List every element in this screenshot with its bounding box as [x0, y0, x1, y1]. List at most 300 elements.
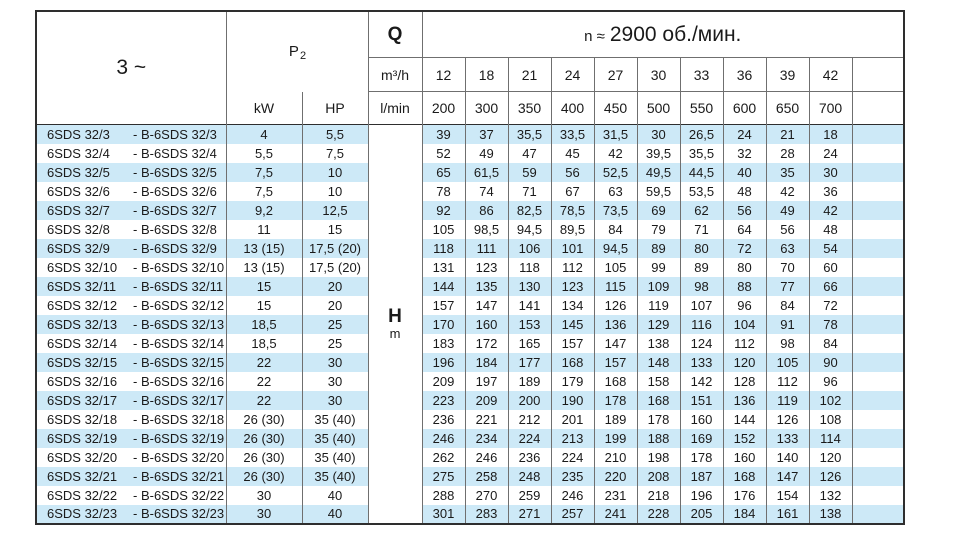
- head-value-cell: 176: [723, 486, 766, 505]
- power-kw-cell: 26 (30): [226, 410, 302, 429]
- power-kw-cell: 13 (15): [226, 258, 302, 277]
- head-value-cell: 78: [809, 315, 852, 334]
- head-value-cell: 275: [422, 467, 465, 486]
- power-kw-cell: 18,5: [226, 334, 302, 353]
- head-value-cell: 18: [809, 125, 852, 144]
- table-row: [36, 182, 904, 201]
- model-name-secondary: - B-6SDS 32/9: [133, 240, 217, 256]
- power-kw-cell: 26 (30): [226, 467, 302, 486]
- head-value-cell: 177: [508, 353, 551, 372]
- flow-m3h-cell: 21: [508, 58, 551, 92]
- head-unit-cell: [368, 125, 422, 524]
- table-row: [36, 486, 904, 505]
- head-value-cell: 140: [766, 448, 809, 467]
- model-cell: [36, 391, 226, 410]
- head-value-cell: 96: [809, 372, 852, 391]
- head-value-cell: 78: [422, 182, 465, 201]
- power-hp-cell: 12,5: [302, 201, 368, 220]
- flow-m3h-cell: 27: [594, 58, 637, 92]
- table-row: [36, 125, 904, 144]
- power-kw-cell: 26 (30): [226, 448, 302, 467]
- model-cell: [36, 277, 226, 296]
- head-value-cell: 56: [766, 220, 809, 239]
- head-value-cell: [852, 315, 904, 334]
- model-name-primary: 6SDS 32/7: [47, 202, 110, 218]
- table-row: [36, 372, 904, 391]
- head-value-cell: 161: [766, 505, 809, 524]
- head-value-cell: [852, 182, 904, 201]
- head-value-cell: 115: [594, 277, 637, 296]
- head-value-cell: 36: [809, 182, 852, 201]
- head-value-cell: 184: [723, 505, 766, 524]
- model-name-secondary: - B-6SDS 32/19: [133, 430, 225, 446]
- head-value-cell: 108: [809, 410, 852, 429]
- head-value-cell: 80: [723, 258, 766, 277]
- model-cell: [36, 372, 226, 391]
- model-name-secondary: - B-6SDS 32/6: [133, 183, 217, 199]
- model-name-secondary: - B-6SDS 32/10: [133, 259, 225, 275]
- head-value-cell: 196: [422, 353, 465, 372]
- head-value-cell: 54: [809, 239, 852, 258]
- head-value-cell: 197: [465, 372, 508, 391]
- head-value-cell: 90: [809, 353, 852, 372]
- head-value-cell: 82,5: [508, 201, 551, 220]
- head-value-cell: 42: [766, 182, 809, 201]
- power-hp-cell: 17,5 (20): [302, 239, 368, 258]
- power-hp-cell: 35 (40): [302, 448, 368, 467]
- head-value-cell: 178: [637, 410, 680, 429]
- head-value-cell: 213: [551, 429, 594, 448]
- head-value-cell: 189: [508, 372, 551, 391]
- head-value-cell: 80: [680, 239, 723, 258]
- power-hp-cell: 10: [302, 163, 368, 182]
- model-name-primary: 6SDS 32/5: [47, 164, 110, 180]
- head-value-cell: 138: [637, 334, 680, 353]
- flow-lmin-cell: 200: [422, 92, 465, 125]
- head-value-cell: 136: [594, 315, 637, 334]
- head-value-cell: 84: [809, 334, 852, 353]
- head-value-cell: 168: [723, 467, 766, 486]
- table-row: [36, 353, 904, 372]
- head-value-cell: 40: [723, 163, 766, 182]
- head-value-cell: 120: [809, 448, 852, 467]
- flow-lmin-cell: [852, 92, 904, 125]
- phase-header: [36, 11, 226, 125]
- head-value-cell: 209: [422, 372, 465, 391]
- head-value-cell: 132: [809, 486, 852, 505]
- flow-lmin-cell: 650: [766, 92, 809, 125]
- head-unit: m: [389, 325, 401, 341]
- head-value-cell: 151: [680, 391, 723, 410]
- power-hp-cell: 10: [302, 182, 368, 201]
- head-value-cell: 241: [594, 505, 637, 524]
- head-value-cell: 62: [680, 201, 723, 220]
- head-value-cell: 258: [465, 467, 508, 486]
- head-value-cell: 42: [809, 201, 852, 220]
- head-value-cell: 235: [551, 467, 594, 486]
- model-cell: [36, 220, 226, 239]
- head-value-cell: 270: [465, 486, 508, 505]
- model-name-secondary: - B-6SDS 32/11: [133, 278, 224, 294]
- head-value-cell: 123: [551, 277, 594, 296]
- head-value-cell: 205: [680, 505, 723, 524]
- power-kw-cell: 15: [226, 277, 302, 296]
- table-row: [36, 296, 904, 315]
- power-hp-cell: 35 (40): [302, 410, 368, 429]
- flow-m3h-cell: 42: [809, 58, 852, 92]
- model-name-secondary: - B-6SDS 32/23: [133, 506, 225, 521]
- head-value-cell: 96: [723, 296, 766, 315]
- head-value-cell: 178: [594, 391, 637, 410]
- model-name-primary: 6SDS 32/4: [47, 145, 110, 161]
- head-value-cell: 65: [422, 163, 465, 182]
- head-value-cell: [852, 258, 904, 277]
- head-value-cell: 71: [508, 182, 551, 201]
- model-cell: [36, 467, 226, 486]
- head-value-cell: 70: [766, 258, 809, 277]
- table-row: [36, 277, 904, 296]
- head-value-cell: 39: [422, 125, 465, 144]
- model-name-secondary: - B-6SDS 32/8: [133, 221, 217, 237]
- power-hp-cell: 30: [302, 372, 368, 391]
- head-value-cell: 154: [766, 486, 809, 505]
- model-name-secondary: - B-6SDS 32/16: [133, 373, 225, 389]
- head-value-cell: [852, 220, 904, 239]
- head-value-cell: 44,5: [680, 163, 723, 182]
- head-value-cell: 89: [637, 239, 680, 258]
- head-value-cell: 201: [551, 410, 594, 429]
- head-value-cell: 24: [723, 125, 766, 144]
- head-value-cell: 248: [508, 467, 551, 486]
- pump-table-wrapper: [35, 10, 905, 525]
- head-value-cell: 35,5: [508, 125, 551, 144]
- flow-label: Q: [387, 23, 403, 45]
- head-value-cell: 92: [422, 201, 465, 220]
- head-value-cell: 72: [723, 239, 766, 258]
- head-value-cell: 135: [465, 277, 508, 296]
- head-value-cell: 218: [637, 486, 680, 505]
- flow-m3h-cell: 24: [551, 58, 594, 92]
- head-value-cell: 288: [422, 486, 465, 505]
- hp-column-header: HP: [302, 92, 368, 125]
- table-row: [36, 258, 904, 277]
- head-value-cell: 112: [723, 334, 766, 353]
- head-value-cell: 52,5: [594, 163, 637, 182]
- head-value-cell: 246: [551, 486, 594, 505]
- head-value-cell: 35: [766, 163, 809, 182]
- head-value-cell: [852, 201, 904, 220]
- head-value-cell: 118: [508, 258, 551, 277]
- model-cell: [36, 429, 226, 448]
- head-value-cell: [852, 391, 904, 410]
- m3h-unit-label: m³/h: [368, 58, 422, 92]
- head-value-cell: [852, 239, 904, 258]
- head-value-cell: 220: [594, 467, 637, 486]
- head-value-cell: 49,5: [637, 163, 680, 182]
- p2-header: [226, 11, 368, 92]
- head-value-cell: 71: [680, 220, 723, 239]
- head-value-cell: 144: [422, 277, 465, 296]
- power-hp-cell: 35 (40): [302, 429, 368, 448]
- model-name-primary: 6SDS 32/18: [47, 411, 118, 427]
- power-hp-cell: 17,5 (20): [302, 258, 368, 277]
- model-cell: [36, 182, 226, 201]
- power-kw-cell: 30: [226, 486, 302, 505]
- head-value-cell: 47: [508, 144, 551, 163]
- head-value-cell: [852, 277, 904, 296]
- head-value-cell: 148: [637, 353, 680, 372]
- power-kw-cell: 22: [226, 353, 302, 372]
- head-value-cell: 104: [723, 315, 766, 334]
- head-value-cell: 208: [637, 467, 680, 486]
- flow-m3h-cell: 12: [422, 58, 465, 92]
- model-cell: [36, 315, 226, 334]
- head-value-cell: 119: [766, 391, 809, 410]
- head-value-cell: 133: [680, 353, 723, 372]
- head-value-cell: 56: [551, 163, 594, 182]
- head-value-cell: [852, 486, 904, 505]
- table-row: [36, 467, 904, 486]
- model-cell: [36, 258, 226, 277]
- head-value-cell: 134: [551, 296, 594, 315]
- model-name-primary: 6SDS 32/14: [47, 335, 118, 351]
- model-name-primary: 6SDS 32/3: [47, 126, 110, 142]
- head-value-cell: 196: [680, 486, 723, 505]
- head-value-cell: 130: [508, 277, 551, 296]
- head-value-cell: 199: [594, 429, 637, 448]
- head-value-cell: 39,5: [637, 144, 680, 163]
- head-value-cell: 91: [766, 315, 809, 334]
- flow-lmin-cell: 700: [809, 92, 852, 125]
- power-kw-cell: 13 (15): [226, 239, 302, 258]
- head-value-cell: 74: [465, 182, 508, 201]
- model-name-primary: 6SDS 32/6: [47, 183, 110, 199]
- head-value-cell: 33,5: [551, 125, 594, 144]
- head-value-cell: 116: [680, 315, 723, 334]
- model-name-primary: 6SDS 32/13: [47, 316, 118, 332]
- power-hp-cell: 25: [302, 334, 368, 353]
- head-value-cell: 224: [551, 448, 594, 467]
- model-name-primary: 6SDS 32/12: [47, 297, 118, 313]
- head-value-cell: 144: [723, 410, 766, 429]
- head-value-cell: 59: [508, 163, 551, 182]
- power-hp-cell: 15: [302, 220, 368, 239]
- table-row: [36, 410, 904, 429]
- flow-lmin-cell: 450: [594, 92, 637, 125]
- head-value-cell: [852, 125, 904, 144]
- model-name-primary: 6SDS 32/21: [47, 468, 118, 484]
- head-value-cell: [852, 372, 904, 391]
- head-value-cell: 52: [422, 144, 465, 163]
- head-value-cell: [852, 505, 904, 524]
- head-value-cell: 141: [508, 296, 551, 315]
- head-value-cell: 60: [809, 258, 852, 277]
- head-value-cell: 66: [809, 277, 852, 296]
- table-row: [36, 315, 904, 334]
- power-hp-cell: 25: [302, 315, 368, 334]
- head-value-cell: 105: [594, 258, 637, 277]
- table-row: [36, 239, 904, 258]
- power-kw-cell: 26 (30): [226, 429, 302, 448]
- head-value-cell: 94,5: [594, 239, 637, 258]
- head-value-cell: 257: [551, 505, 594, 524]
- head-value-cell: 63: [594, 182, 637, 201]
- table-row: [36, 391, 904, 410]
- head-value-cell: 37: [465, 125, 508, 144]
- head-value-cell: [852, 163, 904, 182]
- model-cell: [36, 201, 226, 220]
- flow-header: [368, 11, 422, 58]
- model-name-secondary: - B-6SDS 32/18: [133, 411, 225, 427]
- power-hp-cell: 7,5: [302, 144, 368, 163]
- head-value-cell: 184: [465, 353, 508, 372]
- pump-performance-table: [35, 10, 905, 525]
- head-value-cell: 157: [594, 353, 637, 372]
- head-value-cell: 147: [465, 296, 508, 315]
- flow-lmin-cell: 550: [680, 92, 723, 125]
- head-value-cell: 59,5: [637, 182, 680, 201]
- head-value-cell: 168: [594, 372, 637, 391]
- power-kw-cell: 4: [226, 125, 302, 144]
- head-value-cell: 160: [680, 410, 723, 429]
- model-name-secondary: - B-6SDS 32/3: [133, 126, 217, 142]
- head-value-cell: 48: [723, 182, 766, 201]
- head-value-cell: 157: [551, 334, 594, 353]
- power-hp-cell: 5,5: [302, 125, 368, 144]
- head-value-cell: 77: [766, 277, 809, 296]
- head-value-cell: 147: [766, 467, 809, 486]
- head-value-cell: 32: [723, 144, 766, 163]
- power-hp-cell: 35 (40): [302, 467, 368, 486]
- head-value-cell: [852, 296, 904, 315]
- head-value-cell: 67: [551, 182, 594, 201]
- head-value-cell: 157: [422, 296, 465, 315]
- head-value-cell: 168: [637, 391, 680, 410]
- model-cell: [36, 163, 226, 182]
- table-row: [36, 201, 904, 220]
- head-value-cell: 89: [680, 258, 723, 277]
- power-hp-cell: 40: [302, 486, 368, 505]
- model-cell: [36, 296, 226, 315]
- head-value-cell: 94,5: [508, 220, 551, 239]
- head-value-cell: 98: [766, 334, 809, 353]
- head-value-cell: 119: [637, 296, 680, 315]
- head-value-cell: 210: [594, 448, 637, 467]
- table-row: [36, 163, 904, 182]
- flow-m3h-cell: 39: [766, 58, 809, 92]
- head-value-cell: 142: [680, 372, 723, 391]
- head-value-cell: 105: [422, 220, 465, 239]
- head-value-cell: 283: [465, 505, 508, 524]
- flow-lmin-cell: 300: [465, 92, 508, 125]
- head-value-cell: 123: [465, 258, 508, 277]
- head-value-cell: 234: [465, 429, 508, 448]
- table-row: [36, 334, 904, 353]
- flow-m3h-cell: 30: [637, 58, 680, 92]
- head-value-cell: 48: [809, 220, 852, 239]
- speed-prefix: n ≈: [584, 27, 605, 45]
- head-value-cell: [852, 448, 904, 467]
- flow-lmin-cell: 600: [723, 92, 766, 125]
- head-value-cell: 223: [422, 391, 465, 410]
- head-value-cell: 69: [637, 201, 680, 220]
- head-value-cell: 30: [809, 163, 852, 182]
- model-name-secondary: - B-6SDS 32/12: [133, 297, 225, 313]
- model-cell: [36, 410, 226, 429]
- table-row: [36, 220, 904, 239]
- model-name-primary: 6SDS 32/8: [47, 221, 110, 237]
- model-name-secondary: - B-6SDS 32/22: [133, 487, 225, 503]
- model-cell: [36, 125, 226, 144]
- head-value-cell: 200: [508, 391, 551, 410]
- model-name-primary: 6SDS 32/22: [47, 487, 118, 503]
- head-value-cell: 165: [508, 334, 551, 353]
- head-value-cell: 49: [766, 201, 809, 220]
- model-name-secondary: - B-6SDS 32/20: [133, 449, 225, 465]
- power-kw-cell: 22: [226, 372, 302, 391]
- head-value-cell: 170: [422, 315, 465, 334]
- head-value-cell: 172: [465, 334, 508, 353]
- head-value-cell: 31,5: [594, 125, 637, 144]
- lmin-unit-label: l/min: [368, 92, 422, 125]
- head-value-cell: 228: [637, 505, 680, 524]
- model-name-primary: 6SDS 32/16: [47, 373, 118, 389]
- model-name-primary: 6SDS 32/11: [47, 278, 117, 294]
- head-value-cell: 106: [508, 239, 551, 258]
- power-hp-cell: 30: [302, 391, 368, 410]
- model-name-secondary: - B-6SDS 32/7: [133, 202, 217, 218]
- head-value-cell: 112: [766, 372, 809, 391]
- head-value-cell: 147: [594, 334, 637, 353]
- head-value-cell: 84: [594, 220, 637, 239]
- model-name-secondary: - B-6SDS 32/15: [133, 354, 225, 370]
- head-value-cell: 61,5: [465, 163, 508, 182]
- model-name-primary: 6SDS 32/20: [47, 449, 118, 465]
- kw-column-header: kW: [226, 92, 302, 125]
- head-value-cell: [852, 429, 904, 448]
- model-cell: [36, 239, 226, 258]
- head-value-cell: 101: [551, 239, 594, 258]
- head-value-cell: 126: [809, 467, 852, 486]
- table-row: [36, 144, 904, 163]
- p2-subscript: 2: [299, 50, 307, 63]
- flow-m3h-cell: 36: [723, 58, 766, 92]
- head-value-cell: 246: [465, 448, 508, 467]
- model-name-secondary: - B-6SDS 32/17: [133, 392, 225, 408]
- model-name-secondary: - B-6SDS 32/14: [133, 335, 225, 351]
- head-value-cell: 178: [680, 448, 723, 467]
- phase-label: 3 ~: [116, 56, 147, 79]
- head-value-cell: 259: [508, 486, 551, 505]
- head-value-cell: 72: [809, 296, 852, 315]
- head-value-cell: 179: [551, 372, 594, 391]
- head-value-cell: 26,5: [680, 125, 723, 144]
- head-value-cell: 102: [809, 391, 852, 410]
- head-value-cell: 190: [551, 391, 594, 410]
- model-cell: [36, 334, 226, 353]
- head-value-cell: 128: [723, 372, 766, 391]
- head-value-cell: 112: [551, 258, 594, 277]
- speed-value: 2900 об./мин.: [609, 22, 742, 46]
- table-row: [36, 505, 904, 524]
- head-value-cell: 160: [723, 448, 766, 467]
- model-cell: [36, 486, 226, 505]
- head-value-cell: 124: [680, 334, 723, 353]
- head-value-cell: 136: [723, 391, 766, 410]
- head-value-cell: 64: [723, 220, 766, 239]
- head-value-cell: 246: [422, 429, 465, 448]
- model-name-primary: 6SDS 32/19: [47, 430, 118, 446]
